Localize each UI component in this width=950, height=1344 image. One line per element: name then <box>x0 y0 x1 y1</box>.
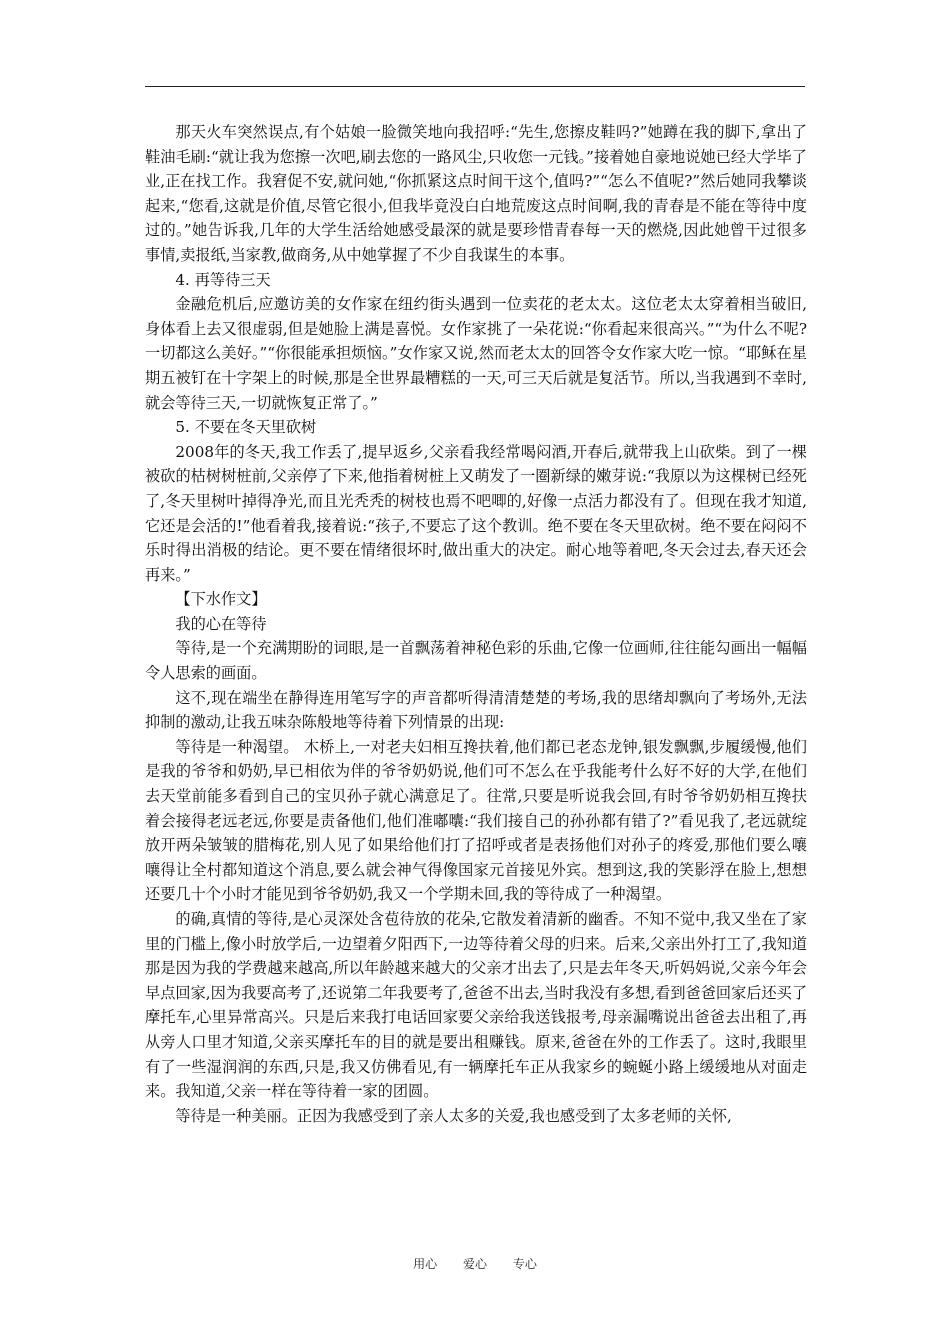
section-heading: 4. 再等待三天 <box>175 270 271 289</box>
footer-word: 用心 <box>413 1257 438 1271</box>
section-heading: 5. 不要在冬天里砍树 <box>175 418 317 437</box>
paragraph: 2008年的冬天,我工作丢了,提早返乡,父亲看我经常喝闷酒,开春后,就带我上山砍柴。到了一棵被砍的枯树树桩前,父亲停了下来,他指着树桩上又萌发了一圈新绿的嫩芽说:“我原以为这棵树已经死了,冬天里树叶掉得净光,而且光秃秃的树枝也焉不吧唧的,好像一点活力都没有了。但现在我才知道,它还是会活的!”他看着我,接着说:“孩子,不要忘了这个教训。绝不要在冬天里砍树。绝不要在闷闷不乐时得出消极的结论。更不要在情绪很坏时,做出重大的决定。耐心地等着吧,冬天会过去,春天还会再来。” <box>145 442 807 584</box>
essay-title: 我的心在等待 <box>175 614 267 633</box>
paragraph: 那天火车突然误点,有个姑娘一脸微笑地向我招呼:“先生,您擦皮鞋吗?”她蹲在我的脚下,拿出了鞋油毛刷:“就让我为您擦一次吧,刷去您的一路风尘,只收您一元钱。”接着她自豪地说她已经大学毕了业,正在找工作。我窘促不安,就问她,“你抓紧这点时间干这个,值吗?”“怎么不值呢?”然后她同我攀谈起来,“您看,这就是价值,尽管它很小,但我毕竟没白白地荒废这点时间啊,我的青春是不能在等待中度过的。”她告诉我,几年的大学生活给她感受最深的就是要珍惜青春每一天的燃烧,因此她曾干过很多事情,卖报纸,当家教,做商务,从中她掌握了不少自我谋生的本事。 <box>145 123 807 264</box>
paragraph: 金融危机后,应邀访美的女作家在纽约街头遇到一位卖花的老太太。这位老太太穿着相当破旧,身体看上去又很虚弱,但是她脸上满是喜悦。女作家挑了一朵花说:“你看起来很高兴。”“为什么不呢?一切都这么美好。”“你很能承担烦恼。”女作家又说,然而老太太的回答令女作家大吃一惊。“耶稣在星期五被钉在十字架上的时候,那是全世界最糟糕的一天,可三天后就是复活节。所以,当我遇到不幸时,就会等待三天,一切就恢复正常了。” <box>145 295 807 412</box>
paragraph: 等待是一种渴望。 木桥上,一对老夫妇相互搀扶着,他们都已老态龙钟,银发飘飘,步履缓慢,他们是我的爷爷和奶奶,早已相依为伴的爷爷奶奶说,他们可不怎么在乎我能考什么好不好的大学,在他们去天堂前能多看到自己的宝贝孙子就心满意足了。往常,只要是听说我会回,有时爷爷奶奶相互搀扶着会接得老远老远,你要是责备他们,他们准嘟囔:“我们接自己的孙孙都有错了?”看见我了,老远就绽放开两朵皱皱的腊梅花,别人见了如果给他们打了招呼或者是表扬他们对孙子的疼爱,那他们要么嚷嚷得让全村都知道这个消息,要么就会神气得像国家元首接见外宾。想到这,我的笑影浮在脸上,想想还要几十个小时才能见到爷爷奶奶,我又一个学期未回,我的等待成了一种渴望。 <box>145 737 807 904</box>
paragraph: 等待,是一个充满期盼的词眼,是一首飘荡着神秘色彩的乐曲,它像一位画师,往往能勾画出一幅幅令人思索的画面。 <box>145 639 807 683</box>
article-body <box>145 120 807 1128</box>
page-footer <box>0 1255 950 1272</box>
header-rule <box>145 86 805 87</box>
footer-word: 专心 <box>512 1257 537 1271</box>
paragraph: 这不,现在端坐在静得连用笔写字的声音都听得清清楚楚的考场,我的思绪却飘向了考场外,无法抑制的激动,让我五味杂陈般地等待着下列情景的出现: <box>145 688 807 732</box>
paragraph: 的确,真情的等待,是心灵深处含苞待放的花朵,它散发着清新的幽香。不知不觉中,我又坐在了家里的门槛上,像小时放学后,一边望着夕阳西下,一边等待着父母的归来。后来,父亲出外打工了,我知道那是因为我的学费越来越高,所以年龄越来越大的父亲才出去了,只是去年冬天,听妈妈说,父亲今年会早点回家,因为我要高考了,还说第二年我要考了,爸爸不出去,当时我没有多想,看到爸爸回家后还买了摩托车,心里异常高兴。只是后来我打电话回家要父亲给我送钱报考,母亲漏嘴说出爸爸去出租了,再从旁人口里才知道,父亲买摩托车的目的就是要出租赚钱。原来,爸爸在外的工作丢了。这时,我眼里有了一些湿润润的东西,只是,我又仿佛看见,有一辆摩托车正从我家乡的蜿蜒小路上缓缓地从对面走来。我知道,父亲一样在等待着一家的团圆。 <box>145 910 808 1101</box>
section-heading: 【下水作文】 <box>175 590 267 609</box>
footer-word: 爱心 <box>462 1257 487 1271</box>
paragraph: 等待是一种美丽。正因为我感受到了亲人太多的关爱,我也感受到了太多老师的关怀, <box>175 1106 732 1125</box>
